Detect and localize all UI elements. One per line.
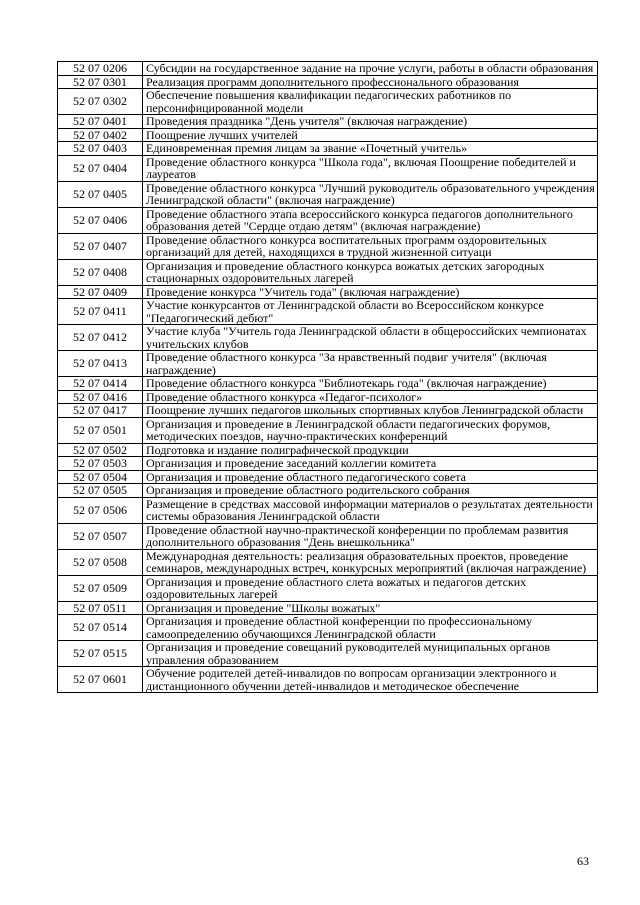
row-description: Организация и проведение заседаний коллегии комитета	[143, 457, 598, 471]
row-description: Обучение родителей детей-инвалидов по вопросам организации электронного и дистанционного обучении детей-инвалидов и методическое обеспечение	[143, 667, 598, 693]
row-description: Участие конкурсантов от Ленинградской области во Всероссийском конкурсе "Педагогический дебют"	[143, 299, 598, 325]
row-code: 52 07 0405	[58, 181, 143, 207]
row-description: Обеспечение повышения квалификации педагогических работников по персонифицированной модели	[143, 89, 598, 115]
table-row	[58, 89, 598, 115]
table-row	[58, 484, 598, 498]
row-description: Организация и проведение областного конкурса вожатых детских загородных стационарных оздоровительных лагерей	[143, 259, 598, 285]
row-description: Организация и проведение совещаний руководителей муниципальных органов управления образованием	[143, 641, 598, 667]
table-row	[58, 404, 598, 418]
table-row	[58, 181, 598, 207]
row-code: 52 07 0509	[58, 575, 143, 601]
row-description: Единовременная премия лицам за звание «Почетный учитель»	[143, 142, 598, 156]
table-row	[58, 259, 598, 285]
row-description: Проведение конкурса "Учитель года" (включая награждение)	[143, 285, 598, 299]
row-description: Организация и проведение в Ленинградской области педагогических форумов, методических поездов, научно-практических конференций	[143, 417, 598, 443]
row-code: 52 07 0406	[58, 207, 143, 233]
row-code: 52 07 0417	[58, 404, 143, 418]
table-row	[58, 325, 598, 351]
table-row	[58, 351, 598, 377]
table-row	[58, 417, 598, 443]
row-code: 52 07 0301	[58, 75, 143, 89]
table-row	[58, 75, 598, 89]
table-row	[58, 62, 598, 76]
table-row	[58, 377, 598, 391]
row-description: Организация и проведение "Школы вожатых"	[143, 601, 598, 615]
table-row	[58, 575, 598, 601]
row-code: 52 07 0409	[58, 285, 143, 299]
budget-code-table	[57, 61, 598, 693]
row-description: Организация и проведение областного родительского собрания	[143, 484, 598, 498]
row-description: Проведение областного конкурса "Лучший руководитель образовательного учреждения Ленинградской области" (включая награждение)	[143, 181, 598, 207]
table-row	[58, 443, 598, 457]
row-code: 52 07 0506	[58, 497, 143, 523]
row-code: 52 07 0416	[58, 390, 143, 404]
page-number: 63	[577, 854, 589, 868]
row-code: 52 07 0507	[58, 523, 143, 549]
row-description: Проведение областного конкурса "За нравственный подвиг учителя" (включая награждение)	[143, 351, 598, 377]
row-description: Организация и проведение областного педагогического совета	[143, 470, 598, 484]
row-description: Организация и проведение областной конференции по профессиональному самоопределению обучающихся Ленинградской области	[143, 615, 598, 641]
row-code: 52 07 0514	[58, 615, 143, 641]
row-code: 52 07 0407	[58, 233, 143, 259]
row-description: Проведение областного конкурса «Педагог-психолог»	[143, 390, 598, 404]
table-row	[58, 470, 598, 484]
row-description: Участие клуба "Учитель года Ленинградской области в общероссийских чемпионатах учительских клубов	[143, 325, 598, 351]
table-row	[58, 233, 598, 259]
row-description: Проведение областного конкурса "Библиотекарь года" (включая награждение)	[143, 377, 598, 391]
row-code: 52 07 0504	[58, 470, 143, 484]
row-description: Подготовка и издание полиграфической продукции	[143, 443, 598, 457]
table-row	[58, 207, 598, 233]
row-code: 52 07 0413	[58, 351, 143, 377]
row-code: 52 07 0412	[58, 325, 143, 351]
row-code: 52 07 0505	[58, 484, 143, 498]
row-description: Поощрение лучших педагогов школьных спортивных клубов Ленинградской области	[143, 404, 598, 418]
row-description: Размещение в средствах массовой информации материалов о результатах деятельности системы образования Ленинградской области	[143, 497, 598, 523]
table-row	[58, 615, 598, 641]
row-description: Проведения праздника "День учителя" (включая награждение)	[143, 115, 598, 129]
table-row	[58, 523, 598, 549]
row-description: Субсидии на государственное задание на прочие услуги, работы в области образования	[143, 62, 598, 76]
table-row	[58, 457, 598, 471]
table-row	[58, 390, 598, 404]
table-row	[58, 601, 598, 615]
row-description: Реализация программ дополнительного профессионального образования	[143, 75, 598, 89]
table-row	[58, 285, 598, 299]
row-code: 52 07 0601	[58, 667, 143, 693]
row-code: 52 07 0502	[58, 443, 143, 457]
row-code: 52 07 0401	[58, 115, 143, 129]
row-code: 52 07 0408	[58, 259, 143, 285]
row-code: 52 07 0503	[58, 457, 143, 471]
row-code: 52 07 0414	[58, 377, 143, 391]
row-code: 52 07 0501	[58, 417, 143, 443]
table-row	[58, 142, 598, 156]
row-code: 52 07 0206	[58, 62, 143, 76]
row-description: Проведение областного конкурса "Школа года", включая Поощрение победителей и лауреатов	[143, 155, 598, 181]
table-row	[58, 128, 598, 142]
row-code: 52 07 0411	[58, 299, 143, 325]
row-description: Проведение областной научно-практической конференции по проблемам развития дополнительного образования "День внешкольника"	[143, 523, 598, 549]
row-description: Проведение областного конкурса воспитательных программ оздоровительных организаций для детей, находящихся в трудной жизненной ситуаци	[143, 233, 598, 259]
row-description: Поощрение лучших учителей	[143, 128, 598, 142]
table-row	[58, 667, 598, 693]
table-body	[58, 62, 598, 693]
table-row	[58, 641, 598, 667]
table-row	[58, 155, 598, 181]
row-code: 52 07 0508	[58, 549, 143, 575]
row-code: 52 07 0302	[58, 89, 143, 115]
table-row	[58, 299, 598, 325]
table-row	[58, 115, 598, 129]
row-code: 52 07 0403	[58, 142, 143, 156]
row-code: 52 07 0515	[58, 641, 143, 667]
row-code: 52 07 0404	[58, 155, 143, 181]
row-code: 52 07 0511	[58, 601, 143, 615]
row-description: Международная деятельность: реализация образовательных проектов, проведение семинаров, международных встреч, конкурсных мероприятий (включая награждение)	[143, 549, 598, 575]
row-code: 52 07 0402	[58, 128, 143, 142]
table-row	[58, 497, 598, 523]
row-description: Организация и проведение областного слета вожатых и педагогов детских оздоровительных лагерей	[143, 575, 598, 601]
row-description: Проведение областного этапа всероссийского конкурса педагогов дополнительного образования детей "Сердце отдаю детям" (включая награждение)	[143, 207, 598, 233]
table-row	[58, 549, 598, 575]
